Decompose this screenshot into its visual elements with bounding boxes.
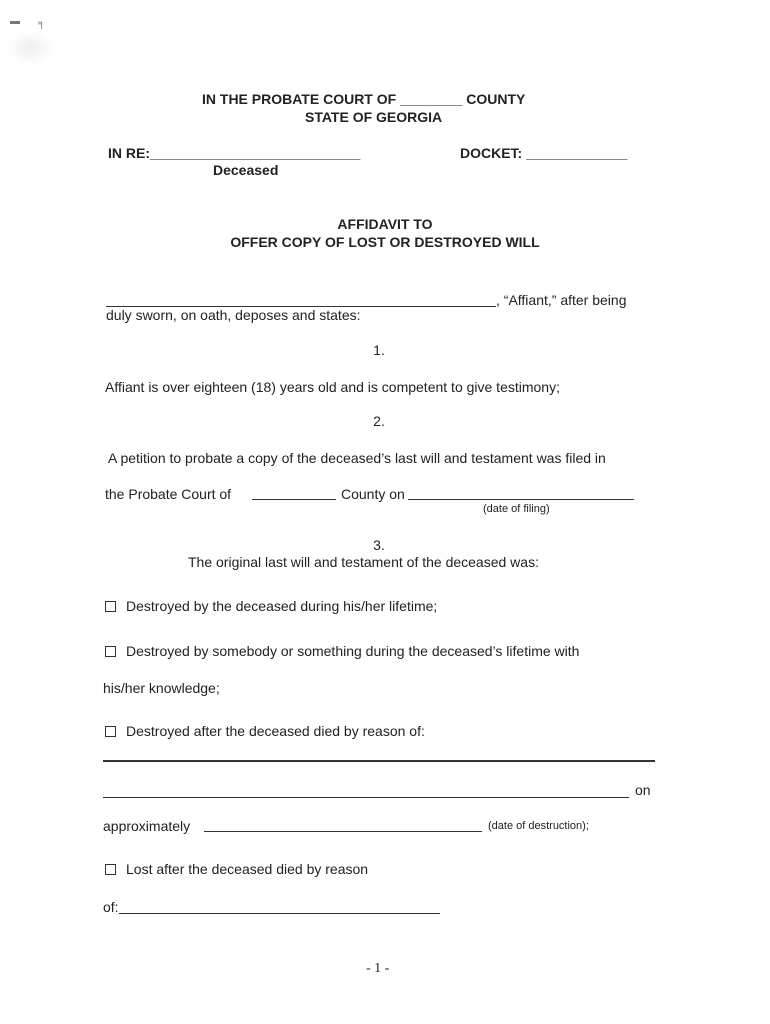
section-number-2: 2. [373,413,385,429]
filing-prefix: the Probate Court of [105,486,232,502]
destruction-date-caption: (date of destruction); [488,820,589,832]
option-destroyed-after-death[interactable] [105,723,425,739]
title-line-1: AFFIDAVIT TO [337,216,433,232]
checkbox[interactable] [105,726,116,737]
in-re [108,145,360,161]
docket-blank: _____________ [526,145,628,161]
section-text-2: A petition to probate a copy of the deceased’s last will and testament was filed in [108,450,606,466]
option-label: Destroyed by somebody or something during the deceased’s lifetime with [126,643,580,659]
title-line-2: OFFER COPY OF LOST OR DESTROYED WILL [230,234,540,250]
docket-label: DOCKET: [460,145,523,161]
filing-county-line[interactable] [252,499,336,500]
filing-county-on: County on [341,486,405,502]
of-label: of: [103,899,119,915]
checkbox[interactable] [105,601,116,612]
destruction-date-line[interactable] [204,831,482,832]
page-number: - 1 - [366,961,390,976]
on-label: on [635,782,651,798]
in-re-blank: ___________________________ [150,145,361,161]
section-number-1: 1. [373,342,385,358]
court-suffix: COUNTY [466,91,526,107]
option-label: Destroyed after the deceased died by reason of: [126,723,425,739]
reason-line-2[interactable] [103,797,629,798]
in-re-label: IN RE: [108,145,150,161]
section-text-1: Affiant is over eighteen (18) years old and is competent to give testimony; [105,379,560,395]
option-destroyed-with-knowledge[interactable] [105,643,579,659]
county-blank: ________ [400,91,463,107]
sworn-statement: duly sworn, on oath, deposes and states: [106,307,361,323]
lost-reason-line[interactable] [119,913,440,914]
filing-date-caption: (date of filing) [483,503,550,515]
scan-smudge [6,30,54,66]
section-number-3: 3. [373,537,385,553]
state-heading: STATE OF GEORGIA [305,109,443,125]
option-label: Lost after the deceased died by reason [126,861,369,877]
docket [460,145,627,161]
option-lost-after-death[interactable] [105,861,368,877]
affiant-suffix: , “Affiant,” after being [496,292,627,308]
checkbox[interactable] [105,646,116,657]
court-prefix: IN THE PROBATE COURT OF [202,91,397,107]
option-destroyed-by-deceased[interactable] [105,598,437,614]
option-label: Destroyed by the deceased during his/her lifetime; [126,598,438,614]
deceased-label: Deceased [213,162,279,178]
filing-date-line[interactable] [408,499,634,500]
section-text-3: The original last will and testament of the deceased was: [188,554,539,570]
option-continuation: his/her knowledge; [103,680,220,696]
court-heading [202,91,525,107]
scan-mark: ▬ [10,16,20,27]
scan-mark: ╕ [38,18,46,29]
checkbox[interactable] [105,864,116,875]
reason-line-1[interactable] [103,760,655,762]
approximately-label: approximately [103,818,191,834]
